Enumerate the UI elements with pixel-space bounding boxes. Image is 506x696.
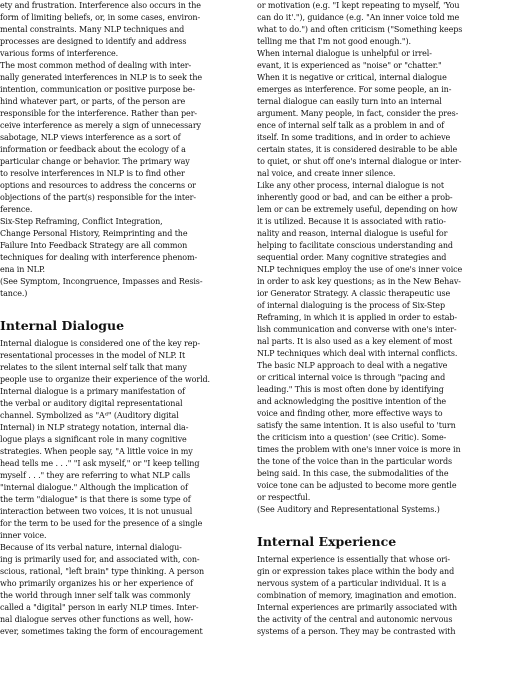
text-line: Internal experience is essentially that whose ori- (257, 555, 450, 564)
text-line: Internal dialogue is considered one of the key rep- (0, 339, 201, 348)
text-line: ety and frustration. Interference also occurs in the (0, 1, 201, 10)
text-line: or respectful. (257, 493, 311, 502)
text-line: The basic NLP approach to deal with a negative (257, 361, 448, 370)
text-line: people use to organize their experience of the world. (0, 375, 211, 384)
text-line: nal parts. It is also used as a key element of most (257, 337, 453, 346)
text-line: scious, rational, "left brain" type thinking. A person (0, 567, 205, 576)
left-column (0, 0, 245, 638)
text-line: helping to facilitate conscious understanding and (257, 241, 453, 250)
text-line: logue plays a significant role in many cognitive (0, 435, 187, 444)
text-line: or motivation (e.g. "I kept repeating to myself, 'You (257, 1, 460, 10)
text-line: NLP techniques employ the use of one's inner voice (257, 265, 463, 274)
text-line: Like any other process, internal dialogue is not (257, 181, 445, 190)
text-line: relates to the silent internal self talk that many (0, 363, 187, 372)
text-line: (See Auditory and Representational Systems.) (257, 505, 440, 514)
text-line: times the problem with one's inner voice is more in (257, 445, 461, 454)
section-heading-internal-experience: Internal Experience (257, 534, 397, 549)
text-line: combination of memory, imagination and emotion. (257, 591, 457, 600)
text-line: sequential order. Many cognitive strategies and (257, 253, 447, 262)
text-line: Internal) in NLP strategy notation, internal dia- (0, 423, 189, 432)
text-line: options and resources to address the concerns or (0, 181, 196, 190)
text-line: and acknowledging the positive intention of the (257, 397, 447, 406)
text-line: processes are designed to identify and address (0, 37, 187, 46)
text-line: hind whatever part, or parts, of the person are (0, 97, 186, 106)
text-line: nally generated interferences in NLP is to seek the (0, 73, 203, 82)
text-line: "internal dialogue." Although the implication of (0, 483, 188, 492)
text-line: objections of the part(s) responsible for the inter- (0, 193, 196, 202)
text-line: Change Personal History, Reimprinting and the (0, 229, 188, 238)
text-line: When it is negative or critical, internal dialogue (257, 73, 447, 82)
text-line: emerges as interference. For some people, an in- (257, 85, 452, 94)
text-line: of internal dialoguing is the process of Six-Step (257, 301, 445, 310)
text-line: being said. In this case, the submodalities of the (257, 469, 449, 478)
left-text-block-1 (0, 0, 245, 300)
text-line: sabotage, NLP views interference as a sort of (0, 133, 181, 142)
text-line: form of limiting beliefs, or, in some cases, environ- (0, 13, 201, 22)
text-line: nality and reason, internal dialogue is useful for (257, 229, 448, 238)
text-line: head tells me . . ." "I ask myself," or "I keep telling (0, 459, 200, 468)
text-line: Failure Into Feedback Strategy are all common (0, 241, 188, 250)
text-line: inner voice. (0, 531, 47, 540)
text-line: various forms of interference. (0, 49, 119, 58)
text-line: satisfy the same intention. It is also useful to 'turn (257, 421, 456, 430)
text-line: nervous system of a particular individual. It is a (257, 579, 447, 588)
text-line: When internal dialogue is unhelpful or irrel- (257, 49, 432, 58)
text-line: tance.) (0, 289, 28, 298)
text-line: information or feedback about the ecology of a (0, 145, 186, 154)
text-line: techniques for dealing with interference phenom- (0, 253, 198, 262)
right-text-block-1 (257, 0, 502, 516)
text-line: Because of its verbal nature, internal dialogu- (0, 543, 182, 552)
text-line: itself. In some traditions, and in order to achieve (257, 133, 451, 142)
text-line: ference. (0, 205, 33, 214)
text-line: what to do.") and often criticism ("Something keeps (257, 25, 463, 34)
text-line: lem or can be extremely useful, depending on how (257, 205, 458, 214)
right-column (257, 0, 502, 638)
text-line: Reframing, in which it is applied in order to estab- (257, 313, 457, 322)
text-line: ence of internal self talk as a problem in and of (257, 121, 445, 130)
text-line: resentational processes in the model of NLP. It (0, 351, 186, 360)
text-line: NLP techniques which deal with internal conflicts. (257, 349, 458, 358)
text-line: channel. Symbolized as "Aᵈ" (Auditory digital (0, 411, 179, 420)
text-line: nal dialogue serves other functions as well, how- (0, 615, 194, 624)
text-line: intention, communication or positive purpose be- (0, 85, 196, 94)
section-heading-internal-dialogue: Internal Dialogue (0, 318, 125, 333)
text-line: ceive interference as merely a sign of unnecessary (0, 121, 201, 130)
text-line: Six-Step Reframing, Conflict Integration, (0, 217, 163, 226)
text-line: evant, it is experienced as "noise" or "chatter." (257, 61, 442, 70)
text-line: Internal dialogue is a primary manifestation of (0, 387, 185, 396)
text-line: particular change or behavior. The primary way (0, 157, 190, 166)
text-line: argument. Many people, in fact, consider the pres- (257, 109, 459, 118)
text-line: telling me that I'm not good enough."). (257, 37, 411, 46)
text-line: systems of a person. They may be contrasted with (257, 627, 456, 636)
text-line: ing is primarily used for, and associated with, con- (0, 555, 200, 564)
text-line: ior Generator Strategy. A classic therapeutic use (257, 289, 451, 298)
text-line: strategies. When people say, "A little voice in my (0, 447, 193, 456)
text-line: or critical internal voice is through "pacing and (257, 373, 446, 382)
text-line: voice tone can be adjusted to become more gentle (257, 481, 457, 490)
text-line: myself . . ." they are referring to what NLP calls (0, 471, 191, 480)
text-line: the tone of the voice than in the particular words (257, 457, 452, 466)
right-text-block-2 (257, 554, 502, 638)
text-line: The most common method of dealing with inter- (0, 61, 192, 70)
text-line: the verbal or auditory digital representational (0, 399, 183, 408)
text-line: for the term to be used for the presence of a single (0, 519, 203, 528)
text-line: mental constraints. Many NLP techniques and (0, 25, 185, 34)
left-text-block-2 (0, 338, 245, 638)
text-line: ena in NLP. (0, 265, 45, 274)
text-line: the world through inner self talk was commonly (0, 591, 191, 600)
text-line: (See Symptom, Incongruence, Impasses and Resis- (0, 277, 203, 286)
text-line: Internal experiences are primarily associated with (257, 603, 458, 612)
text-line: lish communication and converse with one's inter- (257, 325, 457, 334)
spacer (0, 300, 245, 318)
text-line: certain states, it is considered desirable to be able (257, 145, 458, 154)
text-line: ternal dialogue can easily turn into an internal (257, 97, 442, 106)
text-line: nal voice, and create inner silence. (257, 169, 396, 178)
text-line: responsible for the interference. Rather than per- (0, 109, 198, 118)
text-line: inherently good or bad, and can be either a prob- (257, 193, 453, 202)
text-line: to quiet, or shut off one's internal dialogue or inter- (257, 157, 462, 166)
text-line: voice and finding other, more effective ways to (257, 409, 443, 418)
text-line: to resolve interferences in NLP is to find other (0, 169, 185, 178)
text-line: ever, sometimes taking the form of encouragement (0, 627, 203, 636)
spacer (257, 516, 502, 534)
text-line: called a "digital" person in early NLP times. Inter- (0, 603, 199, 612)
text-line: in order to ask key questions; as in the New Behav- (257, 277, 461, 286)
text-line: gin or expression takes place within the body and (257, 567, 455, 576)
text-line: can do it'."), guidance (e.g. "An inner voice told me (257, 13, 460, 22)
text-line: it is utilized. Because it is associated with ratio- (257, 217, 446, 226)
text-line: who primarily organizes his or her experience of (0, 579, 193, 588)
text-line: the criticism into a question' (see Critic). Some- (257, 433, 447, 442)
text-line: leading." This is most often done by identifying (257, 385, 444, 394)
text-line: interaction between two voices, it is not unusual (0, 507, 193, 516)
text-line: the term "dialogue" is that there is some type of (0, 495, 191, 504)
text-line: the activity of the central and autonomic nervous (257, 615, 453, 624)
